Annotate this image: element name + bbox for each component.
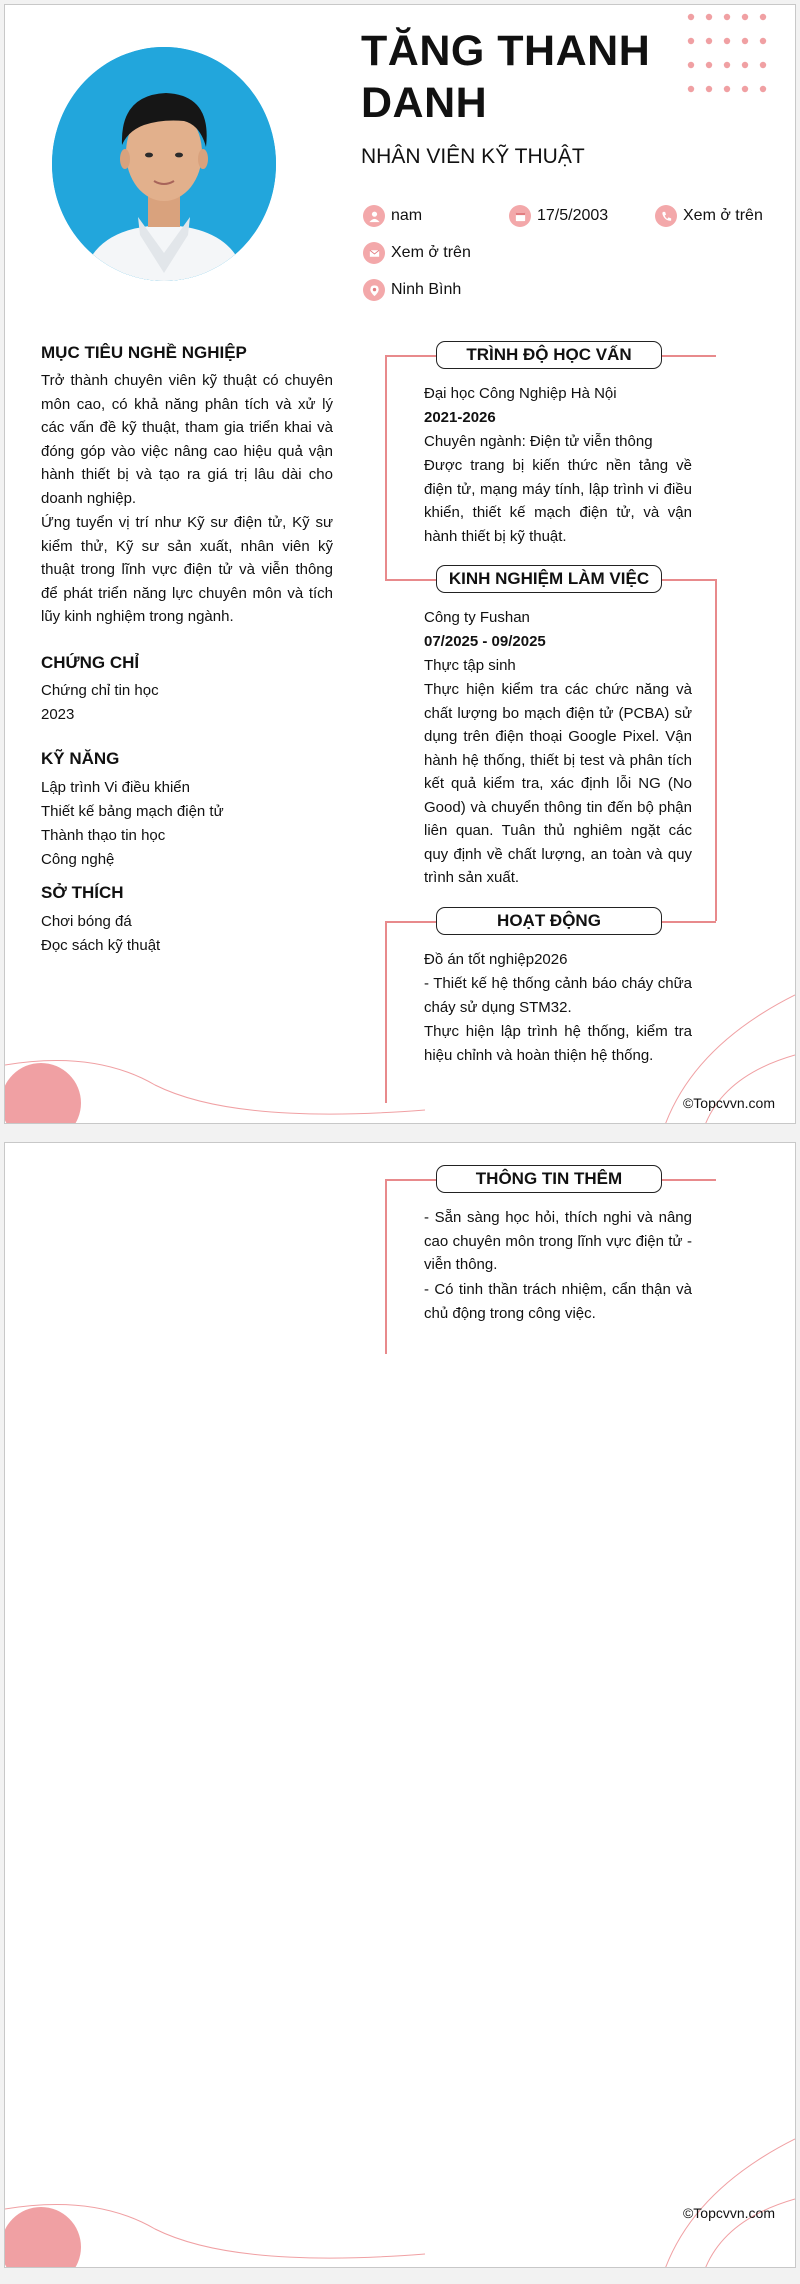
skill-item: Lập trình Vi điều khiển [41,779,190,796]
person-icon [363,205,385,227]
certificate-year: 2023 [41,706,75,723]
certificate-name: Chứng chỉ tin học [41,682,159,699]
experience-role: Thực tập sinh [424,657,516,674]
contact-phone [655,205,763,227]
timeline-line [662,921,716,923]
activities-line-2: - Thiết kế hệ thống cảnh báo cháy chữa cháy sử dụng STM32. [424,975,692,1016]
timeline-line [385,355,436,357]
birthdate-value: 17/5/2003 [537,207,609,224]
phone-icon [655,205,677,227]
experience-company: Công ty Fushan [424,609,530,626]
timeline-line [662,1179,716,1181]
watermark: ©Topcvvn.com [682,2205,775,2221]
timeline-line [662,579,716,581]
contact-gender [363,205,422,227]
watermark: ©Topcvvn.com [682,1095,775,1111]
education-title: TRÌNH ĐỘ HỌC VẤN [436,341,662,369]
avatar [52,47,276,281]
timeline-line [662,355,716,357]
decorative-curves [5,2099,795,2268]
timeline-line [385,921,436,923]
phone-value[interactable]: Xem ở trên [683,207,763,224]
contact-address [363,279,461,301]
timeline-line [385,579,436,581]
activities-line-3: Thực hiện lập trình hệ thống, kiểm tra hiệu chỉnh và hoàn thiện hệ thống. [424,1023,692,1064]
timeline-line [385,355,387,580]
hobbies-title: SỞ THÍCH [41,883,124,902]
education-major: Chuyên ngành: Điện tử viễn thông [424,433,653,450]
decorative-curves [5,955,795,1124]
hobby-item: Chơi bóng đá [41,913,132,930]
decorative-dots [685,11,795,107]
objective-paragraph-2: Ứng tuyển vị trí như Kỹ sư điện tử, Kỹ sư kiểm thử, Kỹ sư sản xuất, nhân viên kỹ thuật trong lĩnh vực điện tử và viễn thông để phát triển năng lực chuyên môn và tích lũy kinh nghiệm trong ngành. [41,514,333,625]
additional-info-line-2: - Có tinh thần trách nhiệm, cẩn thận và chủ động trong công việc. [424,1281,692,1322]
contact-birthdate [509,205,608,227]
candidate-name: TĂNG THANH DANH [361,27,651,127]
contact-email [363,242,471,264]
gender-value: nam [391,207,423,224]
experience-period: 07/2025 - 09/2025 [424,633,546,650]
email-icon [363,242,385,264]
address-value: Ninh Bình [391,281,462,298]
location-pin-icon [363,279,385,301]
calendar-icon [509,205,531,227]
timeline-line [385,1179,436,1181]
education-period: 2021-2026 [424,409,496,426]
cv-page-1 [4,4,796,1124]
activities-line-1: Đồ án tốt nghiệp2026 [424,951,568,968]
additional-info-title: THÔNG TIN THÊM [436,1165,662,1193]
skill-item: Thiết kế bảng mạch điện tử [41,803,224,820]
activities-title: HOẠT ĐỘNG [436,907,662,935]
education-school: Đại học Công Nghiệp Hà Nội [424,385,617,402]
experience-description: Thực hiện kiểm tra các chức năng và chất lượng bo mạch điện tử (PCBA) sử dụng trên điện thoại Google Pixel. Vận hành hệ thống, thiết bị test và phân tích kết quả kiểm tra, xác định lỗi NG (No Good) và chuyển thông tin đến bộ phận liên quan. Tuân thủ nghiêm ngặt các quy định về chất lượng, an toàn và quy trình sản xuất. [424,681,692,886]
timeline-line [715,579,717,921]
hobby-item: Đọc sách kỹ thuật [41,937,161,954]
skill-item: Công nghệ [41,851,115,868]
objective-title: MỤC TIÊU NGHỀ NGHIỆP [41,343,247,362]
skill-item: Thành thạo tin học [41,827,166,844]
experience-title: KINH NGHIỆM LÀM VIỆC [436,565,662,593]
additional-info-line-1: - Sẵn sàng học hỏi, thích nghi và nâng cao chuyên môn trong lĩnh vực điện tử - viễn thông. [424,1209,692,1273]
email-value[interactable]: Xem ở trên [391,244,471,261]
timeline-line [385,1179,387,1354]
cv-page-2 [4,1142,796,2268]
education-description: Được trang bị kiến thức nền tảng về điện tử, mạng máy tính, lập trình vi điều khiển, thiết kế mạch điện tử, và vận hành thiết bị kỹ thuật. [424,457,692,545]
job-title: NHÂN VIÊN KỸ THUẬT [361,145,585,168]
certificates-title: CHỨNG CHỈ [41,653,140,672]
skills-title: KỸ NĂNG [41,749,120,768]
objective-paragraph-1: Trở thành chuyên viên kỹ thuật có chuyên môn cao, có khả năng phân tích và xử lý các vấn đề kỹ thuật, tham gia triển khai và đóng góp vào việc nâng cao hiệu quả vận hành thiết bị và tạo ra giá trị lâu dài cho doanh nghiệp. [41,372,333,507]
